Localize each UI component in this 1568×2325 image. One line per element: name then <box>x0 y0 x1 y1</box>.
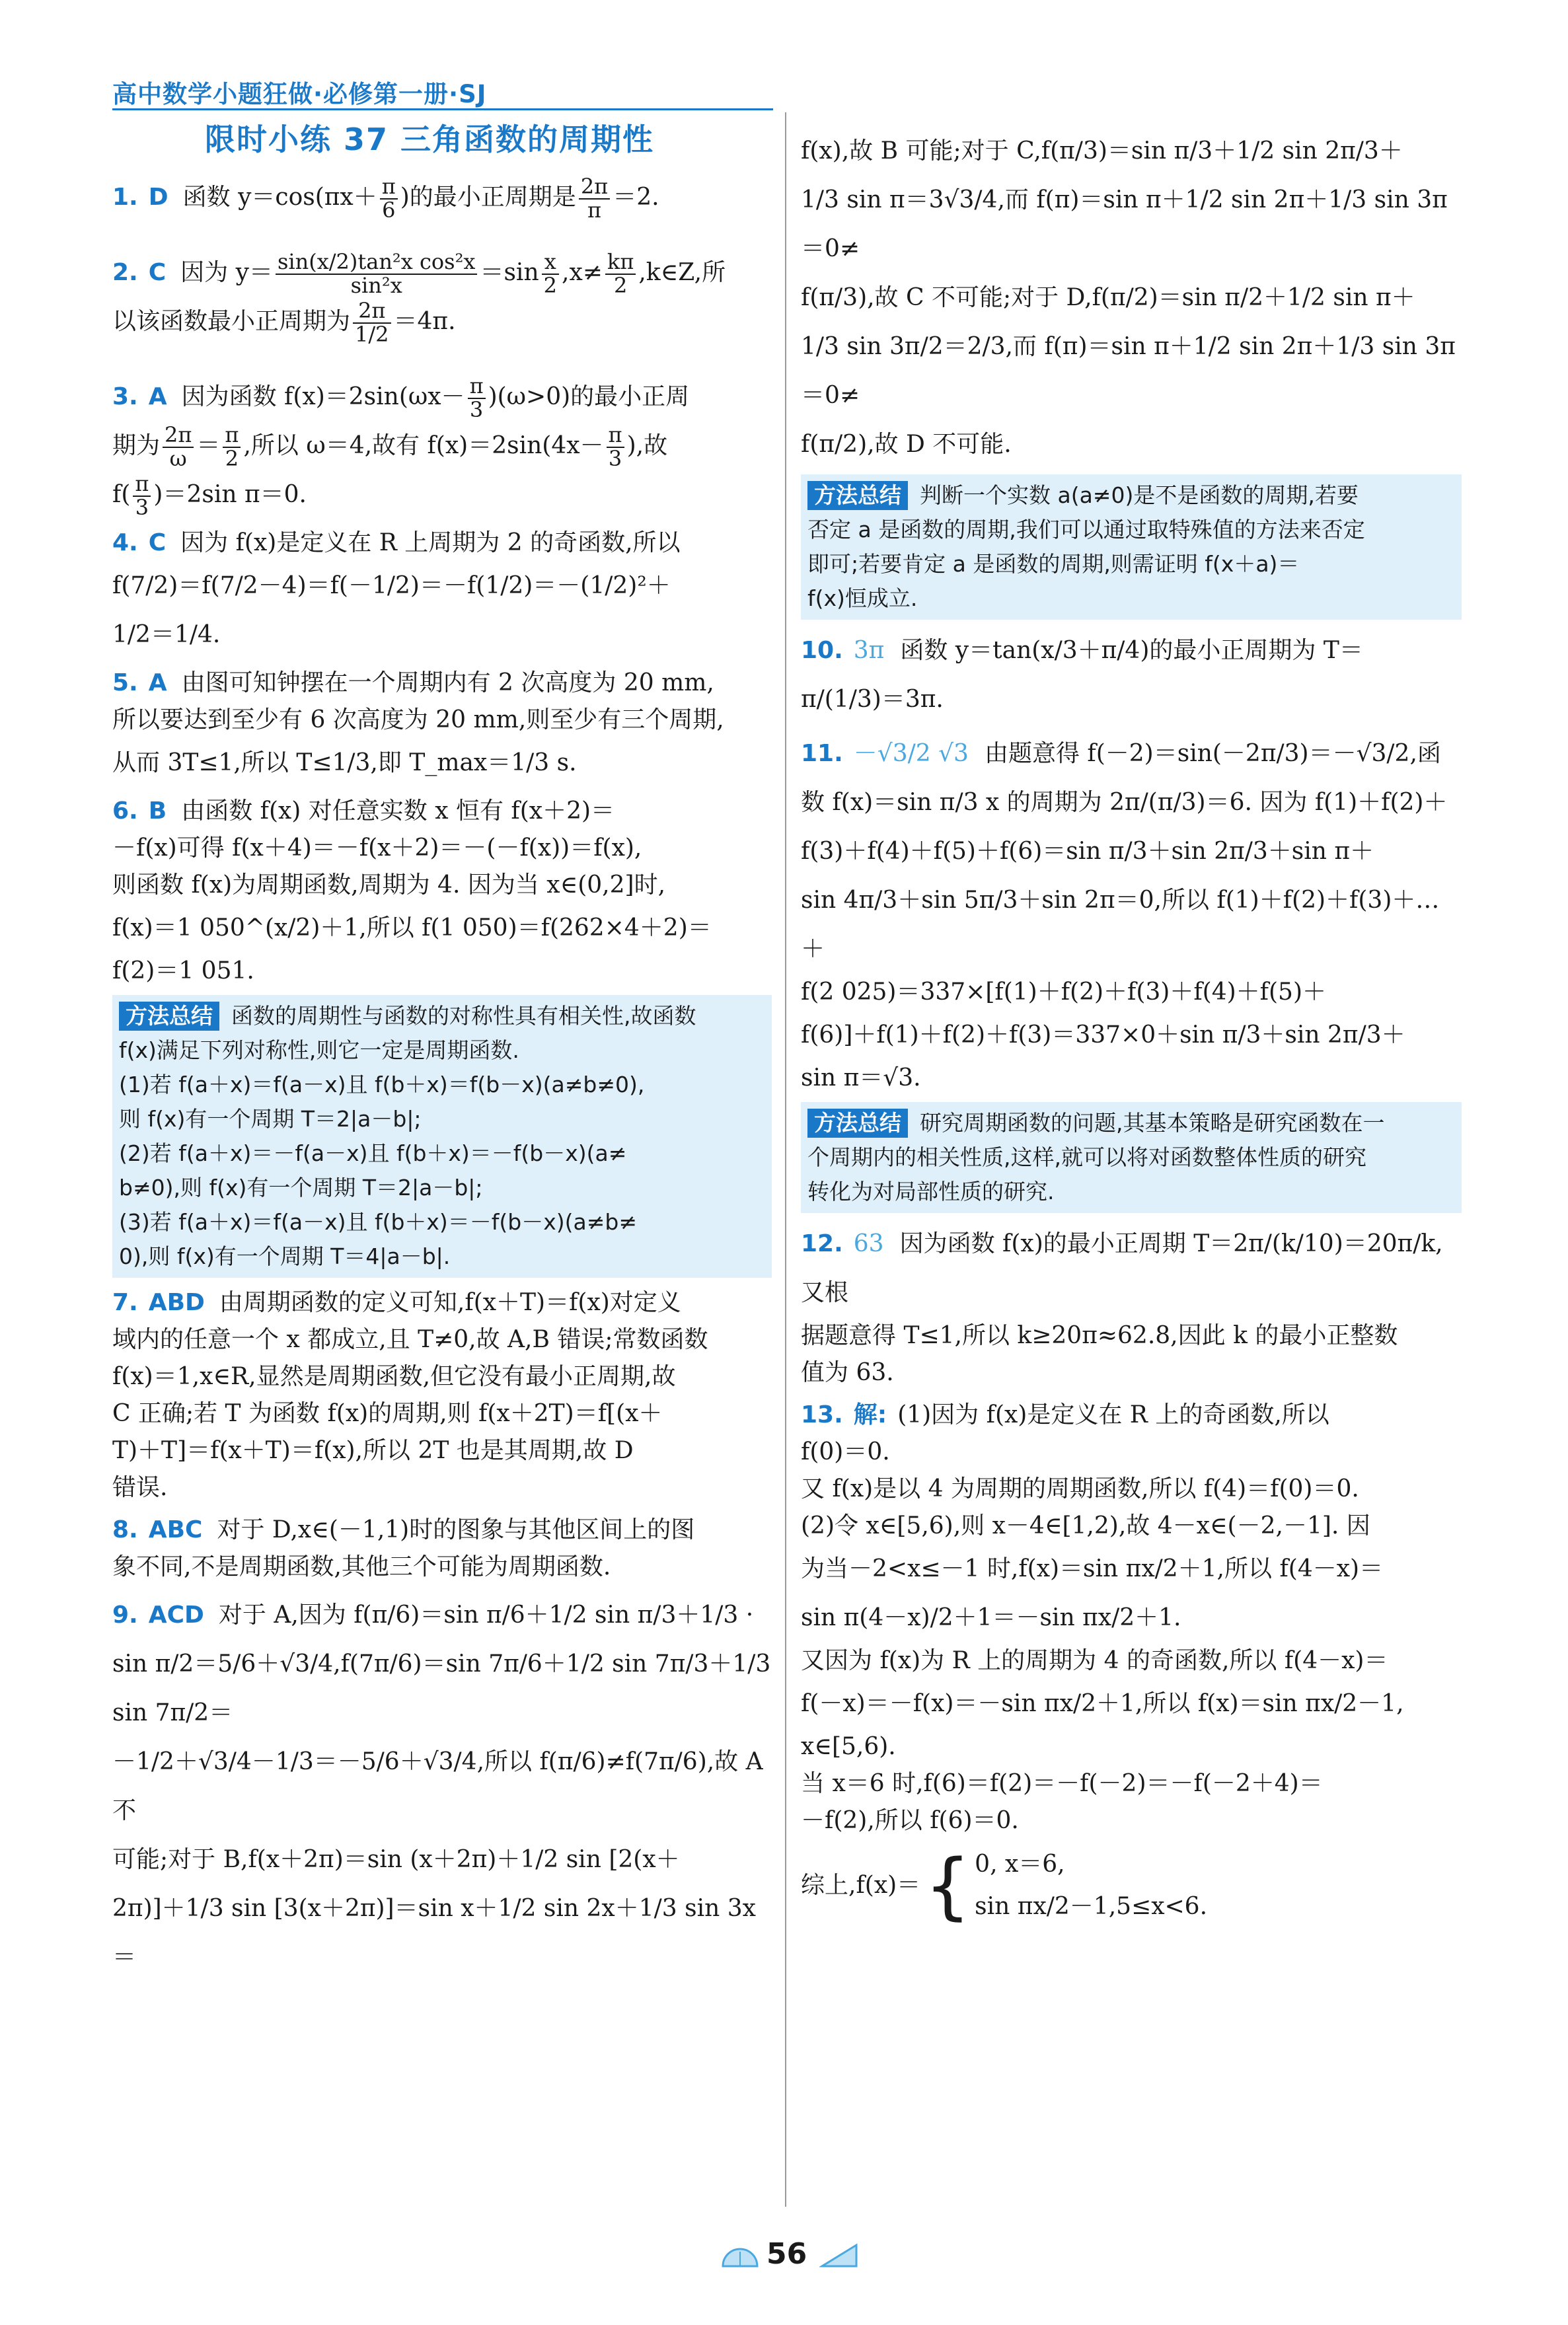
text: f(－x)＝－f(x)＝－sin πx/2＋1,所以 f(x)＝sin πx/2－1, <box>801 1690 1404 1717</box>
text: 由周期函数的定义可知,f(x＋T)＝f(x)对定义 <box>219 1289 681 1316</box>
text: －1/2＋√3/4－1/3＝－5/6＋√3/4,所以 f(π/6)≠f(7π/6),故 A 不 <box>112 1748 763 1824</box>
brace-symbol: { <box>924 1843 971 1928</box>
fraction: $\frac{2\pi}{1/2}$ <box>353 300 391 346</box>
text: 因为函数 f(x)的最小正周期 T＝2π/(k/10)＝20π/k,又根 <box>801 1230 1443 1306</box>
text: 函数的周期性与函数的对称性具有相关性,故函数 <box>231 1003 696 1029</box>
text: 由图可知钟摆在一个周期内有 2 次高度为 20 mm, <box>181 669 714 696</box>
fraction: $\frac{\pi}{3}$ <box>133 473 151 519</box>
text: －f(2),所以 f(6)＝0. <box>801 1807 1019 1834</box>
answer-choice: A <box>148 383 167 410</box>
solution-label: 解: <box>853 1401 887 1428</box>
text: 函数 y＝tan(x/3＋π/4)的最小正周期为 T＝ <box>900 637 1363 664</box>
answer-choice: B <box>148 797 167 825</box>
section-title: 限时小练 37 三角函数的周期性 <box>205 122 655 157</box>
text: 由题意得 f(－2)＝sin(－2π/3)＝－√3/2,函 <box>984 740 1441 767</box>
fraction: $\frac{\pi}{3}$ <box>468 375 486 421</box>
text: sin π＝√3. <box>801 1064 921 1091</box>
text: f(x)＝1,x∈R,显然是周期函数,但它没有最小正周期,故 <box>112 1363 676 1390</box>
text: 则 f(x)有一个周期 T＝2|a－b|; <box>119 1106 422 1132</box>
set-square-icon <box>819 2242 859 2269</box>
answer-8 <box>112 1512 772 1586</box>
text: 据题意得 T≤1,所以 k≥20π≈62.8,因此 k 的最小正整数 <box>801 1322 1398 1349</box>
text: 函数 y＝cos(πx＋ <box>182 184 377 211</box>
answer-11 <box>801 729 1462 1097</box>
text: ＝2. <box>613 184 659 211</box>
answer-1 <box>112 173 772 222</box>
text: ,x≠ <box>562 259 603 286</box>
text: 所以要达到至少有 6 次高度为 20 mm,则至少有三个周期, <box>112 706 724 733</box>
text: (2)令 x∈[5,6),则 x－4∈[1,2),故 4－x∈(－2,－1]. 因 <box>801 1512 1370 1539</box>
text: f(2 025)＝337×[f(1)＋f(2)＋f(3)＋f(4)＋f(5)＋ <box>801 978 1326 1006</box>
text: f(x)满足下列对称性,则它一定是周期函数. <box>119 1037 519 1063</box>
question-number: 8. <box>112 1516 138 1543</box>
text: 因为函数 f(x)＝2sin(ωx－ <box>181 383 465 410</box>
text: ＝ <box>196 432 221 459</box>
text: ),故 <box>626 432 668 459</box>
text: 则函数 f(x)为周期函数,周期为 4. 因为当 x∈(0,2]时, <box>112 871 666 899</box>
answer-12 <box>801 1220 1462 1391</box>
page-footer <box>720 2233 866 2279</box>
text: ＝4π. <box>393 308 456 335</box>
text: sin π/2＝5/6＋√3/4,f(7π/6)＝sin 7π/6＋1/2 sin 7π/3＋1/3 sin 7π/2＝ <box>112 1650 771 1726</box>
question-number: 6. <box>112 797 138 825</box>
text: sin 4π/3＋sin 5π/3＋sin 2π＝0,所以 f(1)＋f(2)＋f(3)＋…＋ <box>801 887 1440 963</box>
method-summary-2 <box>801 474 1462 620</box>
answer-2 <box>112 248 772 346</box>
answer-choice: ABC <box>148 1516 203 1543</box>
text: f(3)＋f(4)＋f(5)＋f(6)＝sin π/3＋sin 2π/3＋sin π＋ <box>801 838 1374 865</box>
text: (2)若 f(a＋x)＝－f(a－x)且 f(b＋x)＝－f(b－x)(a≠ <box>119 1140 627 1166</box>
question-number: 4. <box>112 529 138 556</box>
text: 因为 y＝ <box>180 259 273 286</box>
answer-7 <box>112 1284 772 1506</box>
piecewise-definition <box>801 1843 1462 1928</box>
answer-choice: C <box>148 529 167 556</box>
question-number: 13. <box>801 1401 843 1428</box>
text: 数 f(x)＝sin π/3 x 的周期为 2π/(π/3)＝6. 因为 f(1)＋f(2)＋ <box>801 789 1448 816</box>
question-number: 12. <box>801 1230 843 1257</box>
answer-13 <box>801 1397 1462 1928</box>
text: f(6)]＋f(1)＋f(2)＋f(3)＝337×0＋sin π/3＋sin 2π/3＋ <box>801 1021 1405 1049</box>
text: ,k∈Z,所 <box>638 259 726 286</box>
text: f(x),故 B 可能;对于 C,f(π/3)＝sin π/3＋1/2 sin 2π/3＋ <box>801 137 1403 165</box>
text: )＝2sin π＝0. <box>153 481 307 508</box>
text: f(π/2),故 D 不可能. <box>801 431 1012 458</box>
text: T)＋T]＝f(x＋T)＝f(x),所以 2T 也是其周期,故 D <box>112 1437 634 1464</box>
fraction: $\frac{\pi}{3}$ <box>607 424 624 470</box>
text: 从而 3T≤1,所以 T≤1/3,即 T_max＝1/3 s. <box>112 749 577 776</box>
text: 由函数 f(x) 对任意实数 x 恒有 f(x＋2)＝ <box>181 797 615 825</box>
text: 为当－2<x≤－1 时,f(x)＝sin πx/2＋1,所以 f(4－x)＝ <box>801 1555 1384 1582</box>
text: 又 f(x)是以 4 为周期的周期函数,所以 f(4)＝f(0)＝0. <box>801 1475 1359 1502</box>
answer-choice: ABD <box>148 1289 205 1316</box>
answer-6 <box>112 793 772 990</box>
answer-choice: A <box>148 669 167 696</box>
question-number: 1. <box>112 184 138 211</box>
text: 当 x＝6 时,f(6)＝f(2)＝－f(－2)＝－f(－2＋4)＝ <box>801 1770 1323 1797</box>
text: ,所以 ω＝4,故有 f(x)＝2sin(4x－ <box>243 432 604 459</box>
text: ＝sin <box>480 259 539 286</box>
text: 1/2＝1/4. <box>112 621 221 648</box>
question-number: 10. <box>801 637 843 664</box>
answer-9 <box>112 1591 772 1982</box>
text: C 正确;若 T 为函数 f(x)的周期,则 f(x＋2T)＝f[(x＋ <box>112 1400 663 1427</box>
text: －f(x)可得 f(x＋4)＝－f(x＋2)＝－(－f(x))＝f(x), <box>112 834 642 862</box>
text: 象不同,不是周期函数,其他三个可能为周期函数. <box>112 1553 611 1580</box>
book-title: 高中数学小题狂做·必修第一册·SJ <box>112 80 487 108</box>
text: f(0)＝0. <box>801 1438 890 1465</box>
text: 值为 63. <box>801 1359 894 1386</box>
text: b≠0),则 f(x)有一个周期 T＝2|a－b|; <box>119 1175 483 1200</box>
text: 判断一个实数 a(a≠0)是不是函数的周期,若要 <box>920 482 1359 508</box>
answer-choice: ACD <box>148 1602 204 1629</box>
text: π/(1/3)＝3π. <box>801 686 944 713</box>
protractor-icon <box>720 2242 760 2269</box>
text: 域内的任意一个 x 都成立,且 T≠0,故 A,B 错误;常数函数 <box>112 1326 708 1353</box>
text: 以该函数最小正周期为 <box>112 308 351 335</box>
fraction: $\frac{2\pi}{\pi}$ <box>579 176 610 221</box>
question-number: 5. <box>112 669 138 696</box>
fraction: $\frac{x}{2}$ <box>542 251 559 297</box>
text: f(7/2)＝f(7/2－4)＝f(－1/2)＝－f(1/2)＝－(1/2)²＋ <box>112 572 671 599</box>
text: 期为 <box>112 432 161 459</box>
text: f(x)＝1 050^(x/2)＋1,所以 f(1 050)＝f(262×4＋2)＝ <box>112 914 712 941</box>
text: (1)因为 f(x)是定义在 R 上的奇函数,所以 <box>897 1401 1329 1428</box>
text: 研究周期函数的问题,其基本策略是研究函数在一 <box>920 1110 1385 1136</box>
answer-value: －√3/2 √3 <box>853 740 969 767</box>
text: f(2)＝1 051. <box>112 957 254 984</box>
piece-case-2: sin πx/2－1,5≤x<6. <box>975 1893 1208 1920</box>
text: 即可;若要肯定 a 是函数的周期,则需证明 f(x＋a)＝ <box>807 551 1300 577</box>
question-number: 9. <box>112 1602 138 1629</box>
fraction: $\frac{k\pi}{2}$ <box>605 251 636 297</box>
text: sin π(4－x)/2＋1＝－sin πx/2＋1. <box>801 1604 1181 1631</box>
text: f(π/3),故 C 不可能;对于 D,f(π/2)＝sin π/2＋1/2 sin π＋ <box>801 284 1415 311</box>
text: f(x)恒成立. <box>807 585 918 611</box>
text: )的最小正周期是 <box>400 184 576 211</box>
answer-10 <box>801 626 1462 724</box>
text: 0),则 f(x)有一个周期 T＝4|a－b|. <box>119 1243 451 1269</box>
text: 1/3 sin π＝3√3/4,而 f(π)＝sin π＋1/2 sin 2π＋1/3 sin 3π＝0≠ <box>801 186 1448 262</box>
question-number: 2. <box>112 259 138 286</box>
text: f( <box>112 481 131 508</box>
answer-5 <box>112 665 772 788</box>
answer-3 <box>112 373 772 519</box>
right-column <box>801 127 1462 1933</box>
text: 对于 A,因为 f(π/6)＝sin π/6＋1/2 sin π/3＋1/3 · <box>218 1602 754 1629</box>
header-rule <box>112 108 773 110</box>
text: 否定 a 是函数的周期,我们可以通过取特殊值的方法来否定 <box>807 517 1365 542</box>
text: 综上,f(x)＝ <box>801 1872 921 1899</box>
column-divider <box>785 112 786 2207</box>
text: 转化为对局部性质的研究. <box>807 1179 1055 1204</box>
method-tag: 方法总结 <box>807 1109 908 1138</box>
text: 1/3 sin 3π/2＝2/3,而 f(π)＝sin π＋1/2 sin 2π＋1/3 sin 3π＝0≠ <box>801 333 1456 409</box>
method-summary-3 <box>801 1102 1462 1213</box>
text: 错误. <box>112 1474 168 1501</box>
fraction: $\frac{\pi}{2}$ <box>223 424 241 470</box>
text: 对于 D,x∈(－1,1)时的图象与其他区间上的图 <box>217 1516 695 1543</box>
answer-9-continued <box>801 127 1462 469</box>
method-tag: 方法总结 <box>807 481 908 510</box>
page-number: 56 <box>766 2237 807 2271</box>
fraction: $\frac{\pi}{6}$ <box>380 176 398 221</box>
piece-case-1: 0, x＝6, <box>975 1851 1065 1878</box>
text: 个周期内的相关性质,这样,就可以将对函数整体性质的研究 <box>807 1144 1366 1170</box>
fraction: $\frac{2\pi}{\omega}$ <box>163 424 194 470</box>
text: (1)若 f(a＋x)＝f(a－x)且 f(b＋x)＝f(b－x)(a≠b≠0), <box>119 1072 645 1097</box>
text: )(ω>0)的最小正周 <box>488 383 690 410</box>
left-column <box>112 173 772 1987</box>
question-number: 11. <box>801 740 843 767</box>
answer-value: 63 <box>853 1230 884 1257</box>
question-number: 3. <box>112 383 138 410</box>
answer-choice: D <box>148 184 168 211</box>
text: 可能;对于 B,f(x＋2π)＝sin (x＋2π)＋1/2 sin [2(x＋ <box>112 1846 680 1873</box>
answer-choice: C <box>148 259 167 286</box>
answer-value: 3π <box>853 637 885 664</box>
question-number: 7. <box>112 1289 138 1316</box>
text: x∈[5,6). <box>801 1733 896 1760</box>
text: (3)若 f(a＋x)＝f(a－x)且 f(b＋x)＝－f(b－x)(a≠b≠ <box>119 1209 637 1235</box>
method-summary-1 <box>112 995 772 1278</box>
text: 又因为 f(x)为 R 上的周期为 4 的奇函数,所以 f(4－x)＝ <box>801 1647 1388 1674</box>
text: 2π)]＋1/3 sin [3(x＋2π)]＝sin x＋1/2 sin 2x＋1/3 sin 3x＝ <box>112 1895 756 1971</box>
fraction: $\frac{\text{sin(x/2)tan²x cos²x}}{\text{sin²x}}$ <box>276 251 478 297</box>
method-tag: 方法总结 <box>119 1002 219 1031</box>
answer-4 <box>112 525 772 659</box>
text: 因为 f(x)是定义在 R 上周期为 2 的奇函数,所以 <box>180 529 681 556</box>
